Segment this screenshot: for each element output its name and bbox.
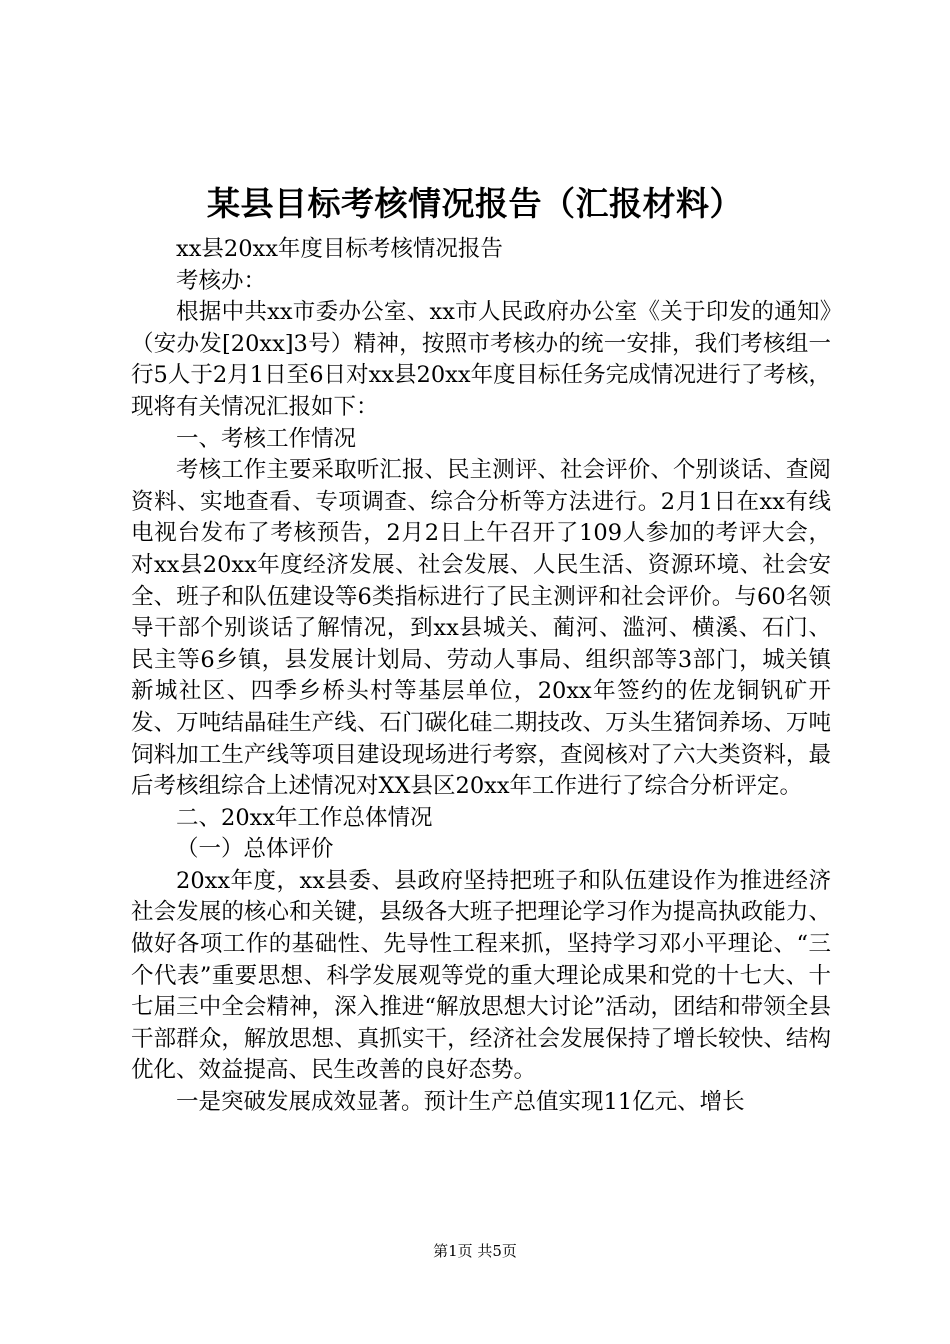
- document-body: [131, 234, 831, 1119]
- paragraph-intro: 根据中共xx市委办公室、xx市人民政府办公室《关于印发的通知》（安办发[20xx]3号）精神，按照市考核办的统一安排，我们考核组一行5人于2月1日至6日对xx县20xx年度目标任务完成情况进行了考核，现将有关情况汇报如下：: [131, 299, 831, 420]
- section-heading-2: 二、20xx年工作总体情况: [176, 804, 433, 831]
- addressee: 考核办：: [176, 267, 267, 294]
- paragraph-overall-evaluation: 20xx年度，xx县委、县政府坚持把班子和队伍建设作为推进经济社会发展的核心和关键，县级各大班子把理论学习作为提高执政能力、做好各项工作的基础性、先导性工程来抓，坚持学习邓小平理论、“三个代表”重要思想、科学发展观等党的重大理论成果和党的十七大、十七届三中全会精神，深入推进“解放思想大讨论”活动，团结和带领全县干部群众，解放思想、真抓实干，经济社会发展保持了增长较快、结构优化、效益提高、民生改善的良好态势。: [131, 867, 831, 1084]
- subsection-heading-1: （一）总体评价: [176, 836, 334, 863]
- report-subtitle: xx县20xx年度目标考核情况报告: [176, 236, 503, 262]
- document-title: 某县目标考核情况报告（汇报材料）: [207, 184, 743, 223]
- paragraph-work-process: 考核工作主要采取听汇报、民主测评、社会评价、个别谈话、查阅资料、实地查看、专项调查、综合分析等方法进行。2月1日在xx有线电视台发布了考核预告，2月2日上午召开了109人参加的考评大会，对xx县20xx年度经济发展、社会发展、人民生活、资源环境、社会安全、班子和队伍建设等6类指标进行了民主测评和社会评价。与60名领导干部个别谈话了解情况，到xx县城关、蔺河、滥河、横溪、石门、民主等6乡镇，县发展计划局、劳动人事局、组织部等3部门，城关镇新城社区、四季乡桥头村等基层单位，20xx年签约的佐龙铜钒矿开发、万吨结晶硅生产线、石门碳化硅二期技改、万头生猪饲养场、万吨饲料加工生产线等项目建设现场进行考察，查阅核对了六大类资料，最后考核组综合上述情况对XX县区20xx年工作进行了综合分析评定。: [131, 457, 831, 800]
- section-heading-1: 一、考核工作情况: [176, 425, 357, 452]
- page-footer: 第1页 共5页: [433, 1242, 517, 1260]
- paragraph-development: 一是突破发展成效显著。预计生产总值实现11亿元、增长: [176, 1089, 745, 1116]
